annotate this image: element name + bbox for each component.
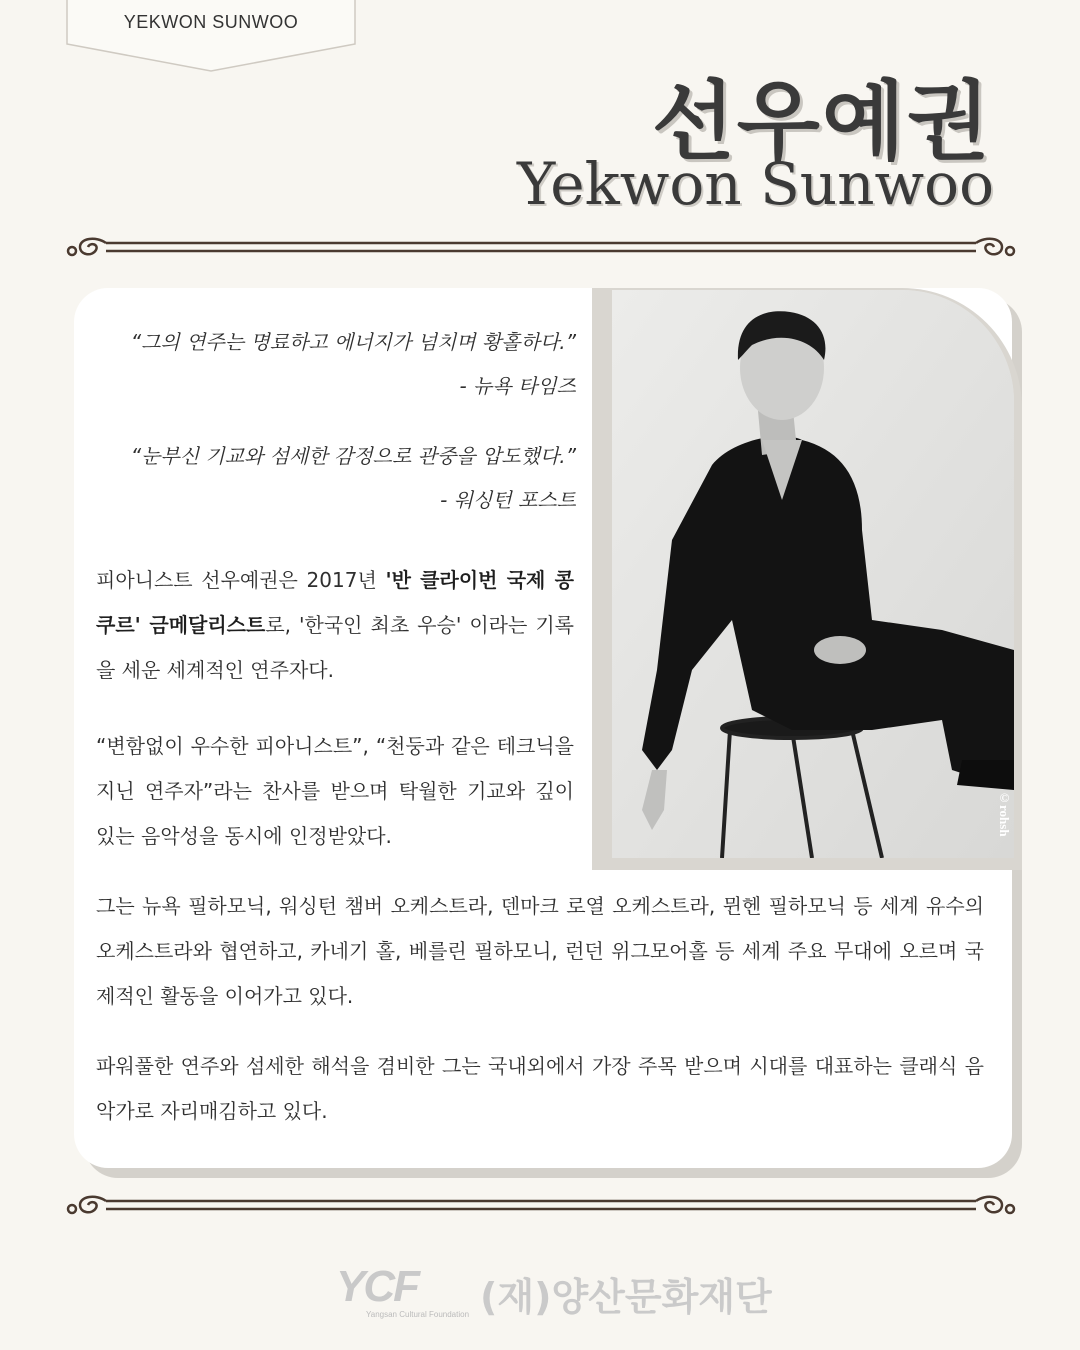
quote-nyt (90, 320, 576, 408)
quote-source: - 워싱턴 포스트 (440, 488, 576, 512)
photo-credit: ©rohsh (997, 790, 1012, 837)
ornament-divider-top (66, 230, 1016, 264)
bio-p1-highlight: '반 클라이번 국제 콩쿠르' 금메달리스트 (96, 568, 574, 637)
header-tag-label: YEKWON SUNWOO (123, 12, 299, 32)
page-title-english: Yekwon Sunwoo (517, 150, 994, 218)
foundation-name: (재)양산문화재단 (480, 1275, 772, 1319)
quote-source: - 뉴욕 타임즈 (459, 374, 576, 398)
ycf-logo-mark: YCF (336, 1262, 418, 1311)
bio-paragraph-3: 그는 뉴욕 필하모닉, 워싱턴 챔버 오케스트라, 덴마크 로열 오케스트라, 뮌헨 필하모닉 등 세계 유수의 오케스트라와 협연하고, 카네기 홀, 베를린 필하모니, 런던 위그모어홀 등 세계 주요 무대에 오르며 국제적인 활동을 이어가고 있다. (96, 894, 984, 1008)
bio-paragraph-1 (96, 558, 574, 693)
header-tag (66, 0, 356, 72)
quote-text: “눈부신 기교와 섬세한 감정으로 관중을 압도했다.” (130, 444, 576, 468)
bio-p1-text: 피아니스트 선우예권은 2017년 (96, 568, 386, 592)
bio-paragraph-4: 파워풀한 연주와 섬세한 해석을 겸비한 그는 국내외에서 가장 주목 받으며 시대를 대표하는 클래식 음악가로 자리매김하고 있다. (96, 1054, 984, 1123)
page-title-korean: 선우예권 (651, 72, 992, 172)
quote-text: “그의 연주는 명료하고 에너지가 넘치며 황홀하다.” (130, 330, 576, 354)
bio-paragraph-2: “변함없이 우수한 피아니스트”, “천둥과 같은 테크닉을 지닌 연주자”라는 찬사를 받으며 탁월한 기교와 깊이 있는 음악성을 동시에 인정받았다. (96, 734, 574, 848)
ornament-divider-bottom (66, 1188, 1016, 1222)
portrait-photo (612, 290, 1014, 858)
bio-p1-text-end: 로, '한국인 최초 우승' 이라는 기록을 세운 세계적인 연주자다. (96, 613, 574, 682)
ycf-logo-subtitle: Yangsan Cultural Foundation (366, 1310, 470, 1319)
quote-wp (90, 434, 576, 522)
